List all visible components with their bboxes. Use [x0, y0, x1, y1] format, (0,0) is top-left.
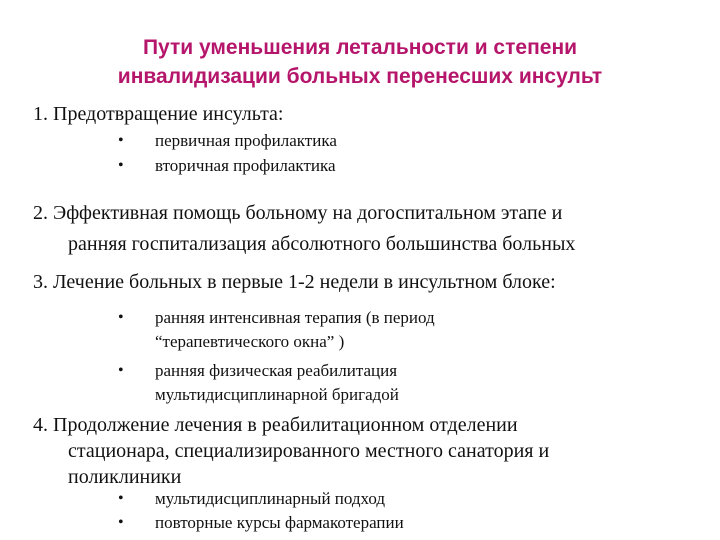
list-item-4-text-3: поликлиники — [68, 466, 182, 488]
list-item-2 — [33, 198, 575, 260]
sub-bullet-text: повторные курсы фармакотерапии — [155, 513, 404, 532]
list-item-4-number: 4. — [33, 414, 48, 436]
slide-title-line-2: инвалидизации больных перенесших инсульт — [117, 65, 603, 88]
list-item-4-text-1: Продолжение лечения в реабилитационном отделении — [53, 414, 518, 436]
bullet-icon: • — [118, 132, 124, 149]
bullet-icon: • — [118, 309, 124, 326]
list-item-2-text-1: Эффективная помощь больному на догоспитальном этапе и — [53, 202, 563, 224]
bullet-icon: • — [118, 157, 124, 174]
list-item-1-line-1 — [33, 100, 284, 128]
sub-bullet-text-1: ранняя интенсивная терапия (в период — [155, 308, 435, 327]
bullet-icon: • — [118, 362, 124, 379]
bullet-icon: • — [118, 514, 124, 531]
sub-bullet-text-2: мультидисциплинарной бригадой — [155, 385, 399, 404]
slide-title-line-1: Пути уменьшения летальности и степени — [142, 36, 578, 59]
list-item-2-text-2: ранняя госпитализация абсолютного большинства больных — [68, 233, 576, 255]
sub-bullet-text-1: ранняя физическая реабилитация — [155, 361, 398, 380]
list-item-4-text-2: стационара, специализированного местного санатория и — [68, 440, 550, 462]
list-item-1-text: Предотвращение инсульта: — [53, 103, 284, 125]
slide-title — [0, 33, 720, 91]
sub-bullet-text-2: “терапевтического окна” ) — [155, 332, 345, 351]
list-item-1-number: 1. — [33, 103, 48, 125]
list-item-3-text: Лечение больных в первые 1-2 недели в инсультном блоке: — [53, 271, 556, 293]
list-item-1 — [33, 100, 284, 128]
list-item-2-number: 2. — [33, 202, 48, 224]
list-item-3-number: 3. — [33, 271, 48, 293]
sub-bullet-text: первичная профилактика — [155, 131, 337, 150]
list-item-4 — [33, 412, 549, 490]
sub-bullet-text: мультидисциплинарный подход — [155, 489, 386, 508]
list-item-3 — [33, 268, 556, 296]
sub-bullet-text: вторичная профилактика — [155, 156, 336, 175]
bullet-icon: • — [118, 490, 124, 507]
